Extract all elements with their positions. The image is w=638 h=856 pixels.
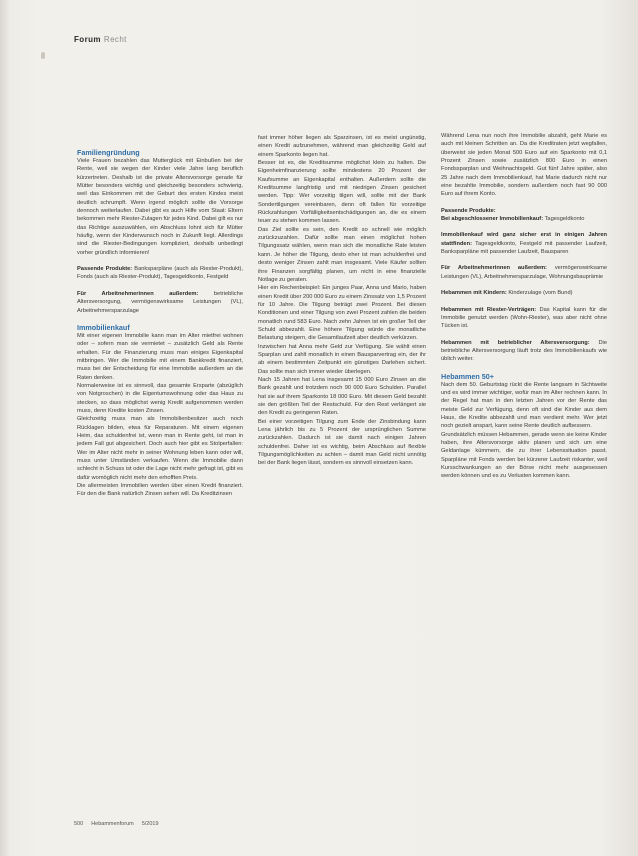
section-label: Forum (74, 35, 101, 44)
paragraph-2-2: Besser ist es, die Kreditsumme möglichst klein zu halten. Die Eigenheimfinanzierung sollte mindestens 20 Prozent der Kaufsumme an Eigenkapital enthalten. Außerdem sollte die Kreditsumme langfristig und mit niedrigen Zinsen gesichert werden. Tipp: Wer vorzeitig tilgen will, sollte mit der Bank Sondertilgungen vereinbaren, denn oft fallen für vorzeitige Rückzahlungen Vorfälligkeitsentschädigungen an, die es einem teuer zu stehen kommen lassen. (258, 160, 426, 225)
binding-mark (41, 52, 45, 59)
products-safe-label: Immobilienkauf wird ganz sicher erst in einigen Jahren stattfinden: (441, 232, 607, 247)
page-footer (74, 821, 167, 827)
text-column-1 (77, 148, 243, 499)
heading-property: Immobilienkauf (77, 322, 130, 332)
products-midwives (441, 289, 607, 297)
paragraph-property-1: Mit einer eigenen Immobilie kann man im Alter mietfrei wohnen oder – sofern man sie vermietet – zusätzlich Geld als Rente erhalten. Für die Finanzierung muss man einiges Eigenkapital mitbringen. Wer die Immobilie mit einem Bankkredit finanziert, muss bei der Entscheidung für eine Immobilie außerdem an die Raten denken. (77, 332, 243, 381)
products-bank (441, 215, 607, 223)
paragraph-2-1: fast immer höher liegen als Sparzinsen, ist es meist ungünstig, einen Kredit aufzunehmen, während man gleichzeitig Geld auf einem Sparkonto liegen hat. (258, 135, 426, 158)
paragraph-50-1: Nach dem 50. Geburtstag rückt die Rente langsam in Sichtweite und es wird immer wichtiger, wofür man im Alter rechnen kann. In der Regel hat man in den letzten Jahren vor der Rente das meiste Geld zur Verfügung, denn oft sind die Kinder aus dem Haus, die Kredite abbezahlt und man verdient mehr. Wer jetzt noch gezielt anspart, kann seine Rente deutlich aufbessern. (441, 381, 607, 430)
products-parents (77, 265, 243, 282)
products-employees-text: betriebliche Altersversorgung, vermögenswirksame Leistungen (VL), Arbeitnehmersparzulage (77, 290, 243, 314)
paragraph-2-3: Das Ziel sollte es sein, den Kredit so schnell wie möglich zurückzuzahlen. Dafür sollte man einen möglichst hohen Tilgungssatz wählen, wenn man sich die monatliche Rate leisten kann. Je höher die Tilgung, desto eher ist man schuldenfrei und desto weniger Zinsen zahlt man insgesamt. Viele Käufer sollten ihre Finanzen sorgfältig planen, um nicht in eine finanzielle Notlage zu geraten. (258, 226, 426, 283)
products-midwives-label: Hebammen mit Kindern: (441, 290, 507, 297)
products-safe-text: Tagesgeldkonto, Festgeld mit passender Laufzeit, Banksparpläne mit passender Laufzeit, Bausparen (441, 240, 607, 256)
issue-label: 5/2019 (141, 821, 159, 827)
page-number: 500 (74, 821, 84, 827)
paragraph-2-4: Hier ein Rechenbeispiel: Ein junges Paar, Anna und Mario, haben einen Kredit über 200 000 Euro zu einem Zinssatz von 1,5 Prozent für 10 Jahre. Die Tilgung beträgt zwei Prozent. Bei diesen Konditionen und einer Tilgung von zwei Prozent zahlen die beiden monatlich rund 583 Euro. Nach zehn Jahren ist ein großer Teil der Schuld abbezahlt. Eine höhere Tilgung würde die monatliche Belastung steigern, die Gesamtlaufzeit aber deutlich verkürzen. (258, 285, 426, 342)
products-employees-label: Für Arbeitnehmerinnen außerdem: (77, 290, 199, 297)
products-company-text: Die betriebliche Altersversorgung läuft trotz des Immobilienkaufs wie üblich weiter. (441, 339, 607, 363)
paragraph-2-5: Inzwischen hat Anna mehr Geld zur Verfügung. Sie wählt einen Sparplan und zahlt monatlich in einen Bausparvertrag ein, der ihr ab einem bestimmten Zeitpunkt ein günstiges Darlehen sichert. Das sollte man sich immer wieder überlegen. (258, 343, 426, 375)
page-header (74, 35, 127, 44)
paragraph-property-2: Normalerweise ist es sinnvoll, das gesamte Ersparte (abzüglich von Notgroschen) in die Eigentumswohnung oder das Haus zu stecken, so dass möglichst wenig Kredit aufgenommen werden muss, denn Kredite kosten Zinsen. (77, 382, 243, 414)
paragraph-2-7: Bei einer vorzeitigen Tilgung zum Ende der Zinsbindung kann Lena jährlich bis zu 5 Prozent der ursprünglichen Summe zurückzahlen. Dadurch ist sie damit nach einigen Jahren schuldenfrei. Daher ist es wichtig, beim Abschluss auf flexible Tilgungsmöglichkeiten zu achten – damit man Geld nicht unnötig bei der Bank liegen lässt, sondern es sinnvoll einsetzen kann. (258, 418, 426, 467)
products-employees (77, 290, 243, 315)
subsection-label: Recht (103, 35, 127, 44)
heading-family: Familiengründung (77, 148, 140, 157)
paragraph-property-3: Gleichzeitig muss man als Immobilienbesitzer auch noch Rücklagen bilden, etwa für Reparaturen. Mit einem eigenen Heim, das schuldenfrei ist, wenn man in Rente geht, ist man in jedem Fall gut abgesichert. Doch auch hier gibt es Stolperfallen: Wer im Alter nicht mehr in seiner Wohnung leben kann oder will, muss unter Umständen verkaufen. Wenn die Immobilie dann schlecht in Schuss ist oder die Lage nicht mehr gefragt ist, gibt es dafür womöglich nicht mehr den erhofften Preis. (77, 416, 243, 481)
products-label-3: Passende Produkte: (441, 207, 496, 214)
products-label: Passende Produkte: (77, 266, 133, 273)
products-bank-label: Bei abgeschlossener Immobilienkauf: (441, 216, 544, 223)
paragraph-2-6: Nach 15 Jahren hat Lena insgesamt 15 000 Euro Zinsen an die Bank gezahlt und trotzdem noch 90 000 Euro Schulden. Parallel hat sie auf ihrem Sparkonto 18 000 Euro. Mit diesem Geld bezahlt sie den größten Teil der Restschuld. Für den Rest verlängert sie den Kredit zu geringeren Raten. (258, 376, 426, 417)
products-employees-3 (441, 264, 607, 281)
text-column-2 (258, 134, 426, 468)
products-riester-label: Hebammen mit Riester-Verträgen: (441, 306, 537, 313)
products-company (441, 339, 607, 364)
products-text: Banksparpläne (auch als Riester-Produkt), Fonds (auch als Riester-Produkt), Tagesgeldkonto, Festgeld (77, 266, 243, 281)
paragraph-property-4: Die allermeisten Immobilien werden über einen Kredit finanziert. Für den die Bank natürlich Zinsen sehen will. Da Kreditzinsen (77, 483, 243, 498)
products-bank-text: Tagesgeldkonto (544, 216, 585, 223)
paragraph-50-2: Grundsätzlich müssen Hebammen, gerade wenn sie keine Kinder haben, ihre Altersvorsorge aktiv planen und sich um eine Geldanlage kümmern, die zu ihrer Lebenssituation passt. Sparpläne mit Fonds werden bei kürzerer Laufzeit riskanter, weil Kursschwankungen an der Börse nicht mehr ausgesessen werden können und es zu Verlusten kommen kann. (441, 431, 607, 480)
products-riester (441, 306, 607, 331)
products-riester-text: Das Kapital kann für die Immobilie genutzt werden (Wohn-Riester), was aber nicht ohne Tücken ist. (441, 306, 607, 330)
text-column-3 (441, 132, 607, 481)
heading-50plus: Hebammen 50+ (441, 371, 494, 381)
products-employees-3-label: Für Arbeitnehmerinnen außerdem: (441, 265, 547, 272)
products-company-label: Hebammen mit betrieblicher Altersversorgung: (441, 339, 590, 346)
paragraph-family: Viele Frauen bezahlen das Mutterglück mit Einbußen bei der Rente, weil sie wegen der Kinder viele Jahre lang beruflich kürzertreten. Deshalb ist die private Altersvorsorge gerade für Mütter besonders wichtig und gleichzeitig besonders schwierig, weil das Einkommen mit der Geburt des ersten Kindes meist deutlich schrumpft. Wenn irgend möglich sollte die Vorsorge dennoch weiterlaufen. Dabei gibt es auch Hilfe vom Staat: Eltern bekommen mehr Riester-Zulagen für jedes Kind. Dabei gilt es nur das Richtige auszuwählen, ein Abschluss lohnt sich für Mütter häufig, wenn der Kinderwunsch noch in Zukunft liegt. Allerdings sind die Riester-Bedingungen kompliziert, deshalb unbedingt vorher gründlich informieren! (77, 158, 243, 256)
magazine-name: Hebammenforum (91, 821, 134, 827)
products-employees-3-text: vermögenswirksame Leistungen (VL), Arbeitnehmersparzulage, Wohnungsbauprämie (441, 265, 607, 280)
products-midwives-text: Kinderzulage (vom Bund) (508, 290, 573, 297)
paragraph-3-1: Während Lena nun noch ihre Immobilie abzahlt, geht Marie es auch mit kleinen Schritten an. Da die Kreditraten jetzt wegfallen, überweist sie jeden Monat 500 Euro auf ein Sparkonto mit 0,1 Prozent Zinsen sowie zusätzlich 800 Euro in einen Fondssparplan und Weihnachtsgeld. Gut fünf Jahre später, also 25 Jahre nach dem Immobilienkauf, hat Marie dadurch nicht nur eine bezahlte Immobilie, sondern außerdem noch fast 90 000 Euro auf ihrem Konto. (441, 133, 607, 198)
products-safe (441, 231, 607, 256)
